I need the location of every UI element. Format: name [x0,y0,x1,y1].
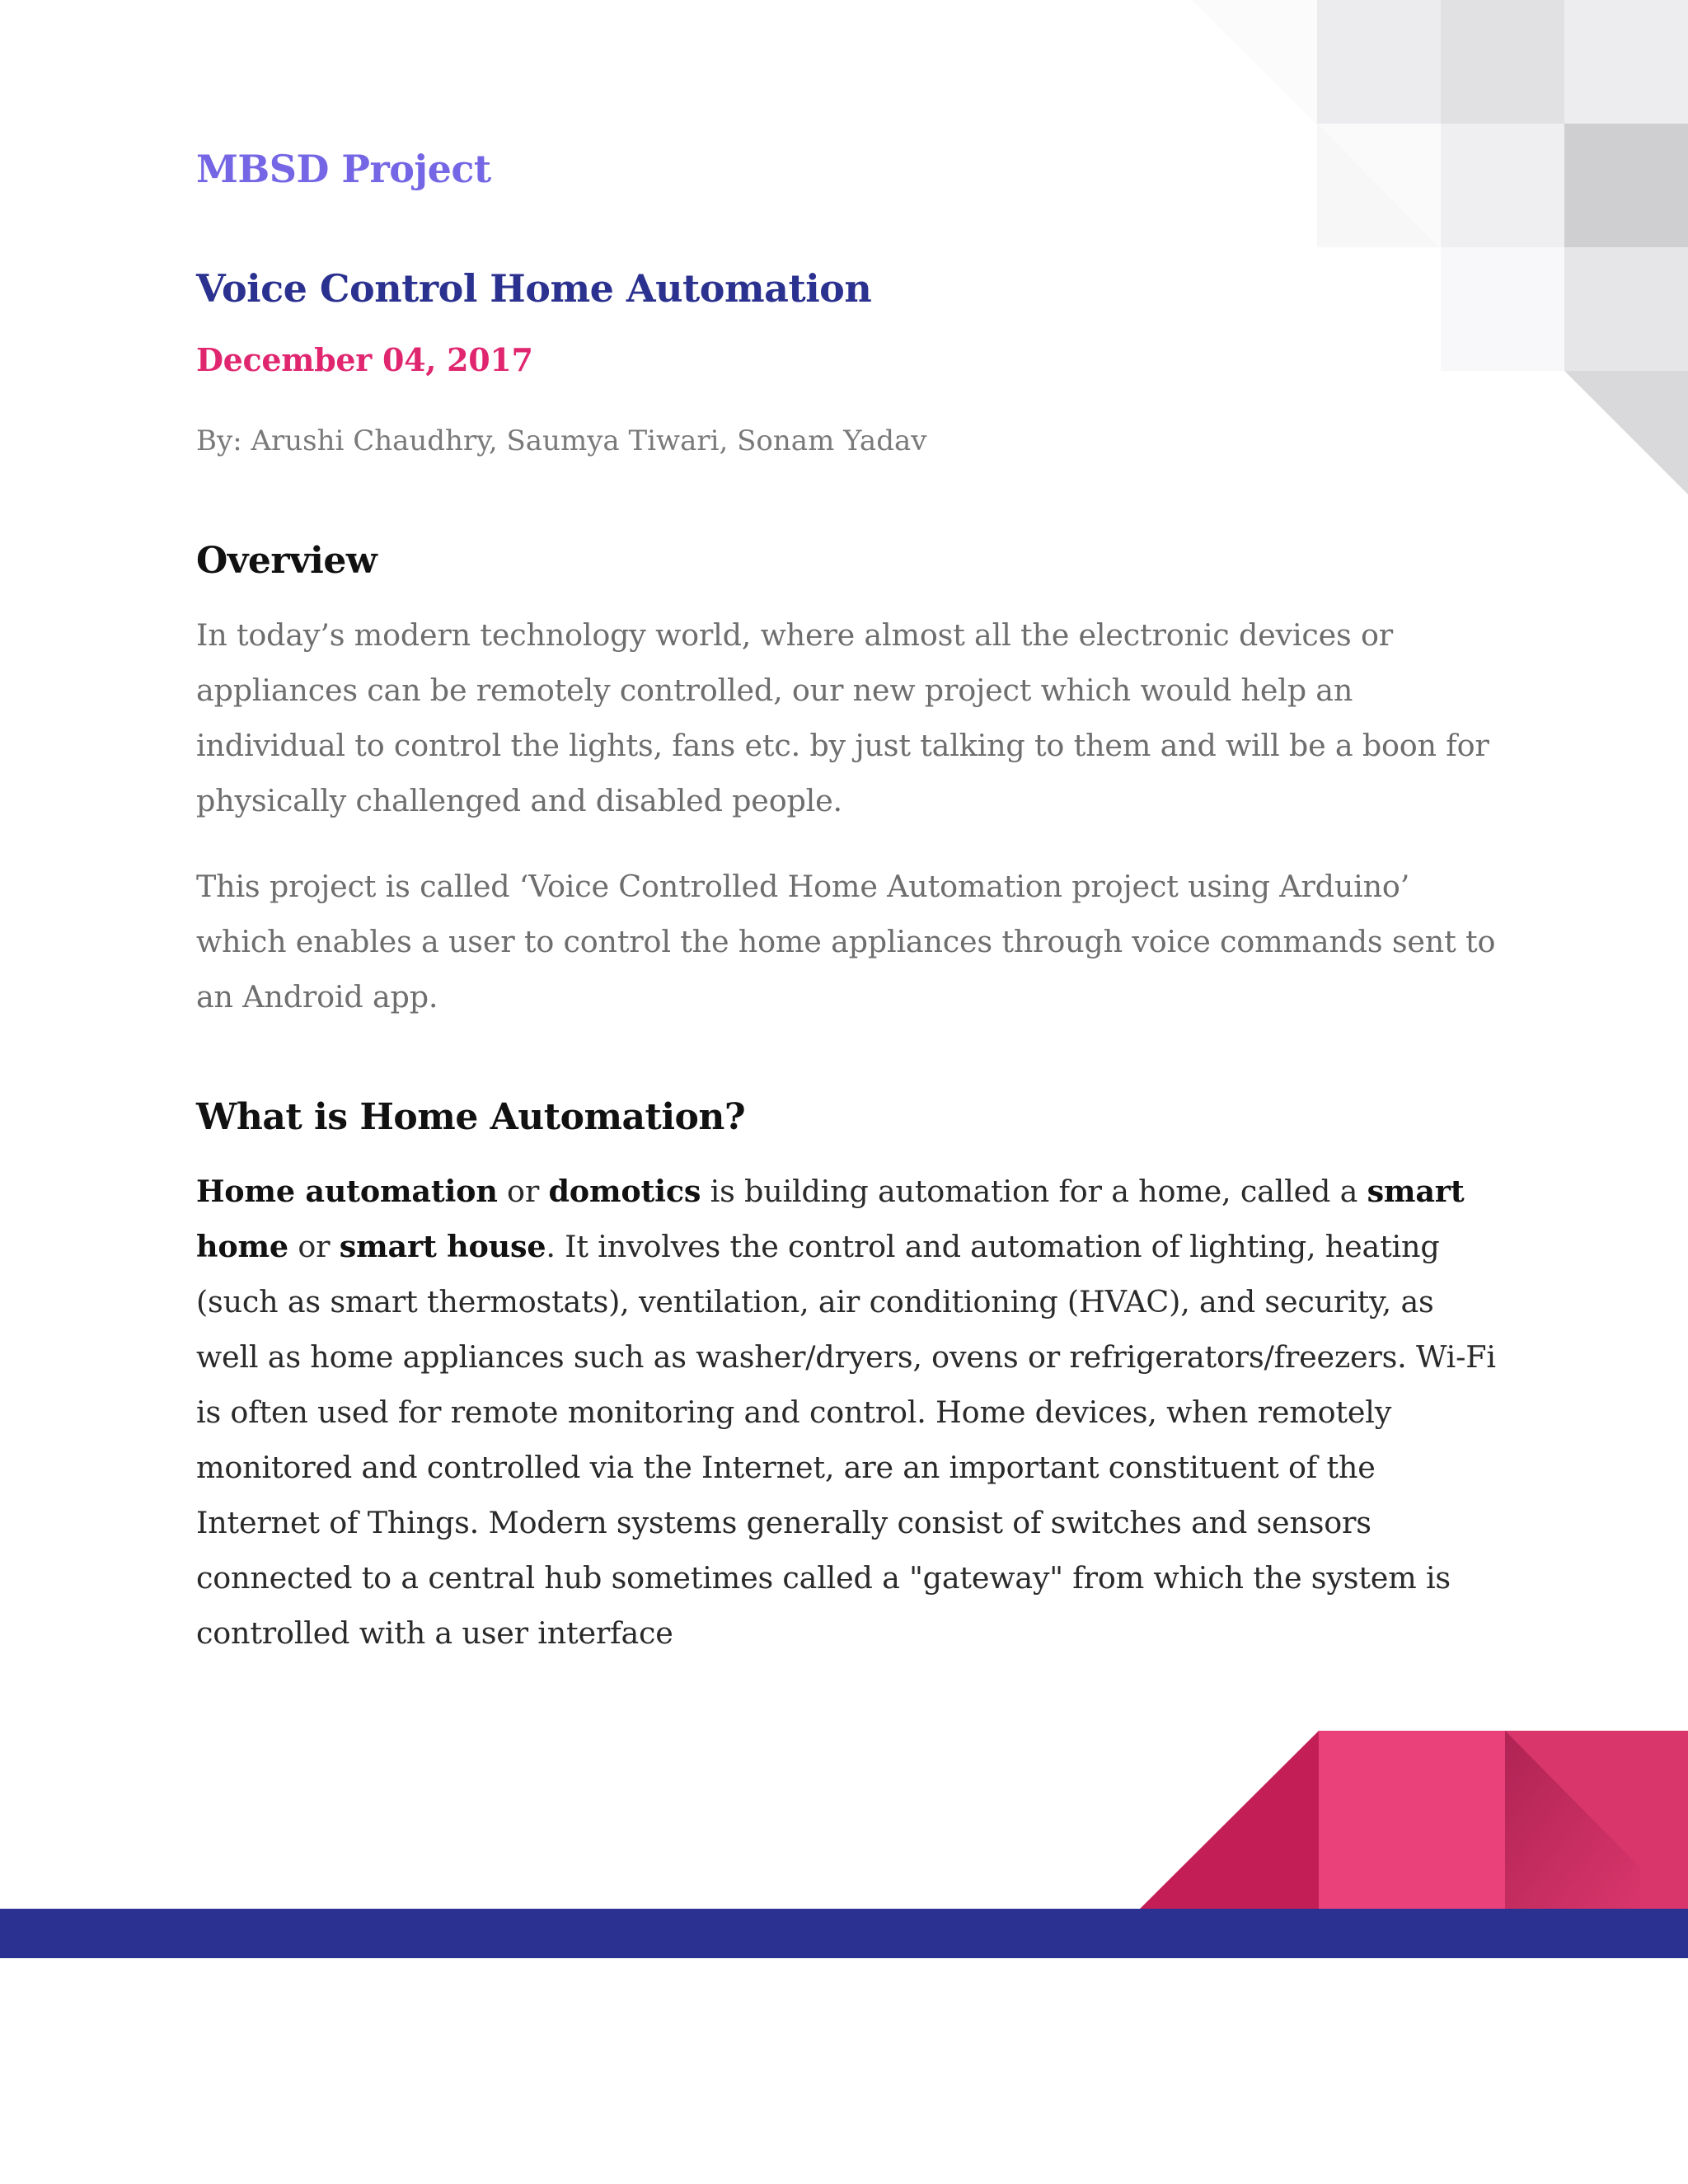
term-home-automation: Home automation [196,1174,498,1209]
text-segment: or [497,1174,549,1209]
overview-heading: Overview [196,540,377,582]
home-automation-paragraph [196,1164,1498,1661]
term-smart-home: smart home [196,1174,1465,1264]
home-automation-heading: What is Home Automation? [196,1096,746,1138]
bottom-decoration [0,1714,1688,1961]
overview-paragraph-2: This project is called ‘Voice Controlled Home Automation project using Arduino’ which enables a user to control the home appliances through voice commands sent to an Android app. [196,869,1496,1015]
term-smart-house: smart house [339,1229,546,1264]
term-domotics: domotics [548,1174,701,1209]
text-segment: is building automation for a home, called a [701,1174,1367,1209]
overview-paragraph-1: In today’s modern technology world, where almost all the electronic devices or appliances can be remotely controlled, our new project which would help an individual to control the lights, fans etc. by just talking to them and will be a boon for physically challenged and disabled people. [196,617,1489,818]
document-authors: By: Arushi Chaudhry, Saumya Tiwari, Sonam Yadav [196,424,927,457]
document-date: December 04, 2017 [196,341,533,378]
text-segment: . It involves the control and automation of lighting, heating (such as smart thermostats), ventilation, air conditioning (HVAC), and security, as well as home appliances such as washer/dryers, ovens or refrigerators/freezers. Wi-Fi is often used for remote monitoring and control. Home devices, when remotely monitored and controlled via the Internet, are an important constituent of the Internet of Things. Modern systems generally consist of switches and sensors connected to a central hub sometimes called a "gateway" from which the system is controlled with a user interface [196,1229,1496,1651]
text-segment: or [288,1229,340,1264]
document-title: Voice Control Home Automation [196,266,872,311]
project-label: MBSD Project [196,147,491,191]
